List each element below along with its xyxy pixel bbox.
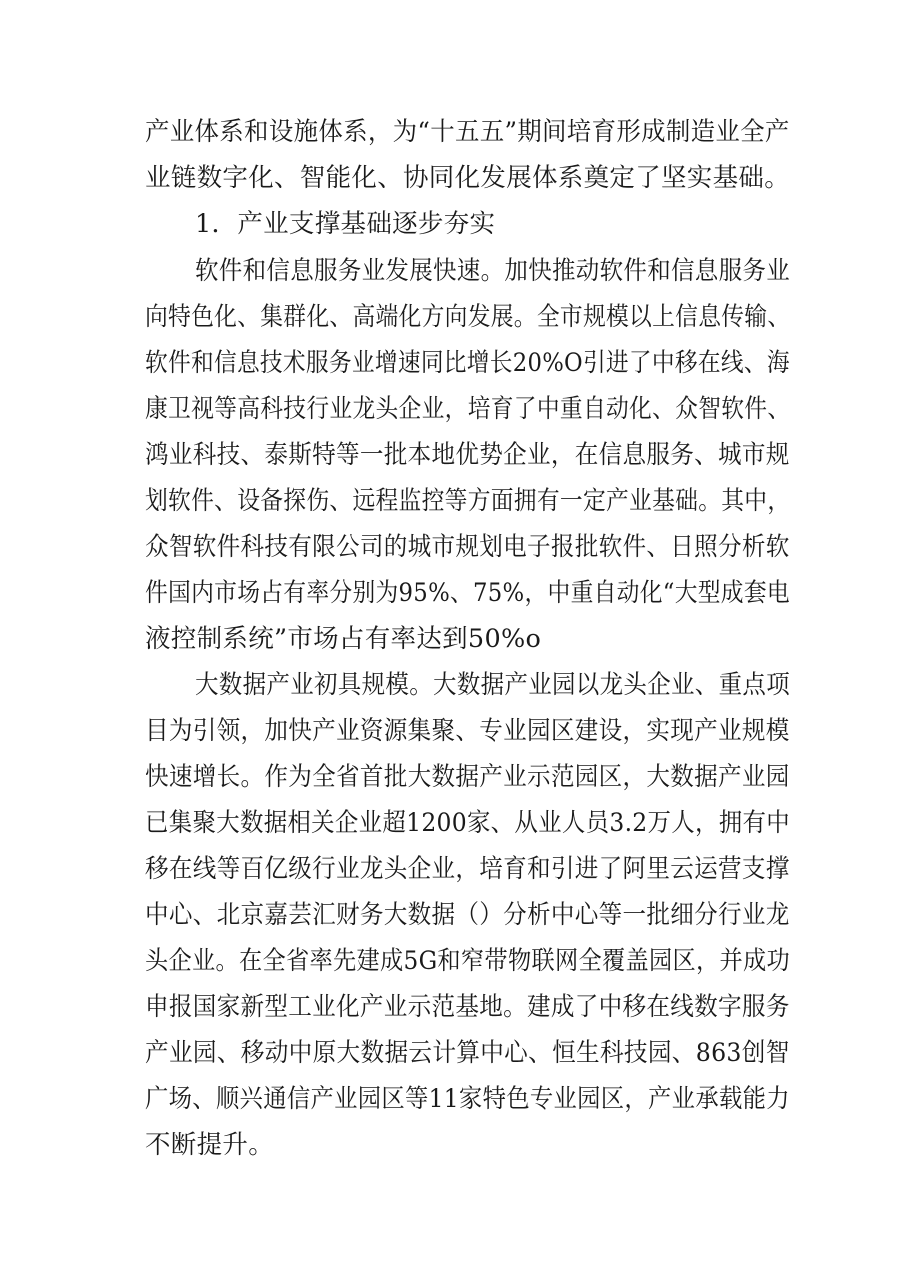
text-line-7: 康卫视等高科技行业龙头企业，培育了中重自动化、众智软件、 (145, 394, 791, 424)
text-line-17: 移在线等百亿级行业龙头企业，培育和引进了阿里云运营支撑 (145, 854, 790, 884)
text-line-4: 软件和信息服务业发展快速。加快推动软件和信息服务业 (195, 256, 791, 286)
text-line-13: 大数据产业初具规模。大数据产业园以龙头企业、重点项 (195, 670, 791, 700)
text-line-10: 众智软件科技有限公司的城市规划电子报批软件、日照分析软 (145, 532, 790, 562)
text-line-8: 鸿业科技、泰斯特等一批本地优势企业，在信息服务、城市规 (145, 440, 790, 470)
text-line-6: 软件和信息技术服务业增速同比增长20%O引进了中移在线、海 (145, 348, 790, 378)
text-line-11: 件国内市场占有率分别为95%、75%，中重自动化“大型成套电 (145, 578, 790, 608)
text-line-21: 产业园、移动中原大数据云计算中心、恒生科技园、863创智 (145, 1038, 790, 1068)
text-line-15: 快速增长。作为全省首批大数据产业示范园区，大数据产业园 (145, 762, 790, 792)
text-line-19: 头企业。在全省率先建成5G和窄带物联网全覆盖园区，并成功 (145, 946, 790, 976)
section-heading: 1．产业支撑基础逐步夯实 (195, 209, 496, 239)
text-line-1: 产业体系和设施体系，为“十五五”期间培育形成制造业全产 (145, 117, 790, 147)
text-line-23: 不断提升。 (145, 1130, 275, 1160)
text-line-12: 液控制系统”市场占有率达到50%o (145, 624, 542, 654)
text-line-5: 向特色化、集群化、高端化方向发展。全市规模以上信息传输、 (145, 302, 791, 332)
text-line-22: 广场、顺兴通信产业园区等11家特色专业园区，产业承载能力 (145, 1084, 790, 1114)
text-line-2: 业链数字化、智能化、协同化发展体系奠定了坚实基础。 (145, 163, 791, 193)
text-line-14: 目为引领，加快产业资源集聚、专业园区建设，实现产业规模 (145, 716, 790, 746)
text-line-9: 划软件、设备探伤、远程监控等方面拥有一定产业基础。其中， (145, 486, 791, 516)
text-line-20: 申报国家新型工业化产业示范基地。建成了中移在线数字服务 (145, 992, 790, 1022)
text-line-16: 已集聚大数据相关企业超1200家、从业人员3.2万人，拥有中 (145, 808, 790, 838)
text-line-18: 中心、北京嘉芸汇财务大数据（）分析中心等一批细分行业龙 (145, 900, 790, 930)
